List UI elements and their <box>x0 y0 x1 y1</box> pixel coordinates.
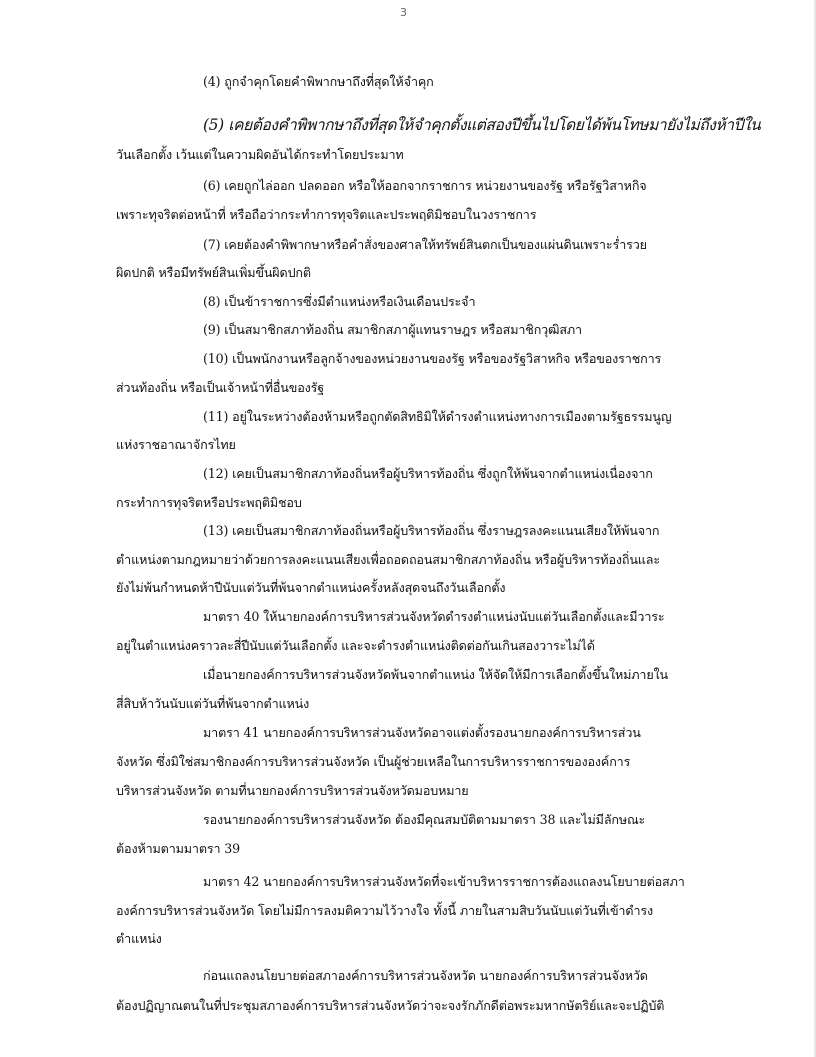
text-line: ก่อนแถลงนโยบายต่อสภาองค์การบริหารส่วนจังหวัด นายกองค์การบริหารส่วนจังหวัด <box>203 968 648 983</box>
text-line: มาตรา 42 นายกองค์การบริหารส่วนจังหวัดที่จะเข้าบริหารราชการต้องแถลงนโยบายต่อสภา <box>203 874 685 889</box>
text-line: รองนายกองค์การบริหารส่วนจังหวัด ต้องมีคุณสมบัติตามมาตรา 38 และไม่มีลักษณะ <box>203 812 646 827</box>
text-line: แห่งราชอาณาจักรไทย <box>116 437 236 452</box>
text-line: เพราะทุจริตต่อหน้าที่ หรือถือว่ากระทำการทุจริตและประพฤติมิชอบในวงราชการ <box>116 207 537 222</box>
page-number: 3 <box>400 6 407 19</box>
text-line: ส่วนท้องถิ่น หรือเป็นเจ้าหน้าที่อื่นของรัฐ <box>116 380 325 395</box>
text-line: (5) เคยต้องคำพิพากษาถึงที่สุดให้จำคุกตั้งแต่สองปีขึ้นไปโดยได้พ้นโทษมายังไม่ถึงห้าปีใน <box>203 116 761 134</box>
text-line: สี่สิบห้าวันนับแต่วันที่พ้นจากตำแหน่ง <box>116 696 310 711</box>
text-line: อยู่ในตำแหน่งคราวละสี่ปีนับแต่วันเลือกตั้ง และจะดำรงตำแหน่งติดต่อกันเกินสองวาระไม่ได้ <box>116 638 595 653</box>
text-line: (13) เคยเป็นสมาชิกสภาท้องถิ่นหรือผู้บริหารท้องถิ่น ซึ่งราษฎรลงคะแนนเสียงให้พ้นจาก <box>203 523 660 538</box>
text-line: มาตรา 40 ให้นายกองค์การบริหารส่วนจังหวัดดำรงตำแหน่งนับแต่วันเลือกตั้งและมีวาระ <box>203 609 665 624</box>
text-line: เมื่อนายกองค์การบริหารส่วนจังหวัดพ้นจากตำแหน่ง ให้จัดให้มีการเลือกตั้งขึ้นใหม่ภายใน <box>203 667 669 682</box>
text-line: มาตรา 41 นายกองค์การบริหารส่วนจังหวัดอาจแต่งตั้งรองนายกองค์การบริหารส่วน <box>203 725 641 740</box>
text-line: ตำแหน่ง <box>116 931 162 946</box>
text-line: ต้องห้ามตามมาตรา 39 <box>116 841 240 856</box>
text-line: องค์การบริหารส่วนจังหวัด โดยไม่มีการลงมติความไว้วางใจ ทั้งนี้ ภายในสามสิบวันนับแต่วันที่เข้าดำรง <box>116 903 654 918</box>
text-line: ตำแหน่งตามกฎหมายว่าด้วยการลงคะแนนเสียงเพื่อถอดถอนสมาชิกสภาท้องถิ่น หรือผู้บริหารท้องถิ่นและ <box>116 552 660 567</box>
text-line: (6) เคยถูกไล่ออก ปลดออก หรือให้ออกจากราชการ หน่วยงานของรัฐ หรือรัฐวิสาหกิจ <box>203 178 647 193</box>
text-line: จังหวัด ซึ่งมิใช่สมาชิกองค์การบริหารส่วนจังหวัด เป็นผู้ช่วยเหลือในการบริหารราชการขององค์การ <box>116 754 631 769</box>
text-line: ยังไม่พ้นกำหนดห้าปีนับแต่วันที่พ้นจากตำแหน่งครั้งหลังสุดจนถึงวันเลือกตั้ง <box>116 580 506 595</box>
text-line: วันเลือกตั้ง เว้นแต่ในความผิดอันได้กระทำโดยประมาท <box>116 147 404 162</box>
text-line: ผิดปกติ หรือมีทรัพย์สินเพิ่มขึ้นผิดปกติ <box>116 265 311 280</box>
text-line: (7) เคยต้องคำพิพากษาหรือคำสั่งของศาลให้ทรัพย์สินตกเป็นของแผ่นดินเพราะร่ำรวย <box>203 237 647 252</box>
text-line: ต้องปฏิญาณตนในที่ประชุมสภาองค์การบริหารส่วนจังหวัดว่าจะจงรักภักดีต่อพระมหากษัตริย์และจะปฏิบัติ <box>116 998 665 1013</box>
text-line: (9) เป็นสมาชิกสภาท้องถิ่น สมาชิกสภาผู้แทนราษฎร หรือสมาชิกวุฒิสภา <box>203 322 582 337</box>
text-line: (4) ถูกจำคุกโดยคำพิพากษาถึงที่สุดให้จำคุก <box>203 74 434 89</box>
text-line: (11) อยู่ในระหว่างต้องห้ามหรือถูกตัดสิทธิมิให้ดำรงตำแหน่งทางการเมืองตามรัฐธรรมนูญ <box>203 409 672 424</box>
text-line: กระทำการทุจริตหรือประพฤติมิชอบ <box>116 495 302 510</box>
text-line: (8) เป็นข้าราชการซึ่งมีตำแหน่งหรือเงินเดือนประจำ <box>203 294 476 309</box>
text-line: (12) เคยเป็นสมาชิกสภาท้องถิ่นหรือผู้บริหารท้องถิ่น ซึ่งถูกให้พ้นจากตำแหน่งเนื่องจาก <box>203 466 653 481</box>
text-line: บริหารส่วนจังหวัด ตามที่นายกองค์การบริหารส่วนจังหวัดมอบหมาย <box>116 783 469 798</box>
text-line: (10) เป็นพนักงานหรือลูกจ้างของหน่วยงานของรัฐ หรือของรัฐวิสาหกิจ หรือของราชการ <box>203 351 662 366</box>
